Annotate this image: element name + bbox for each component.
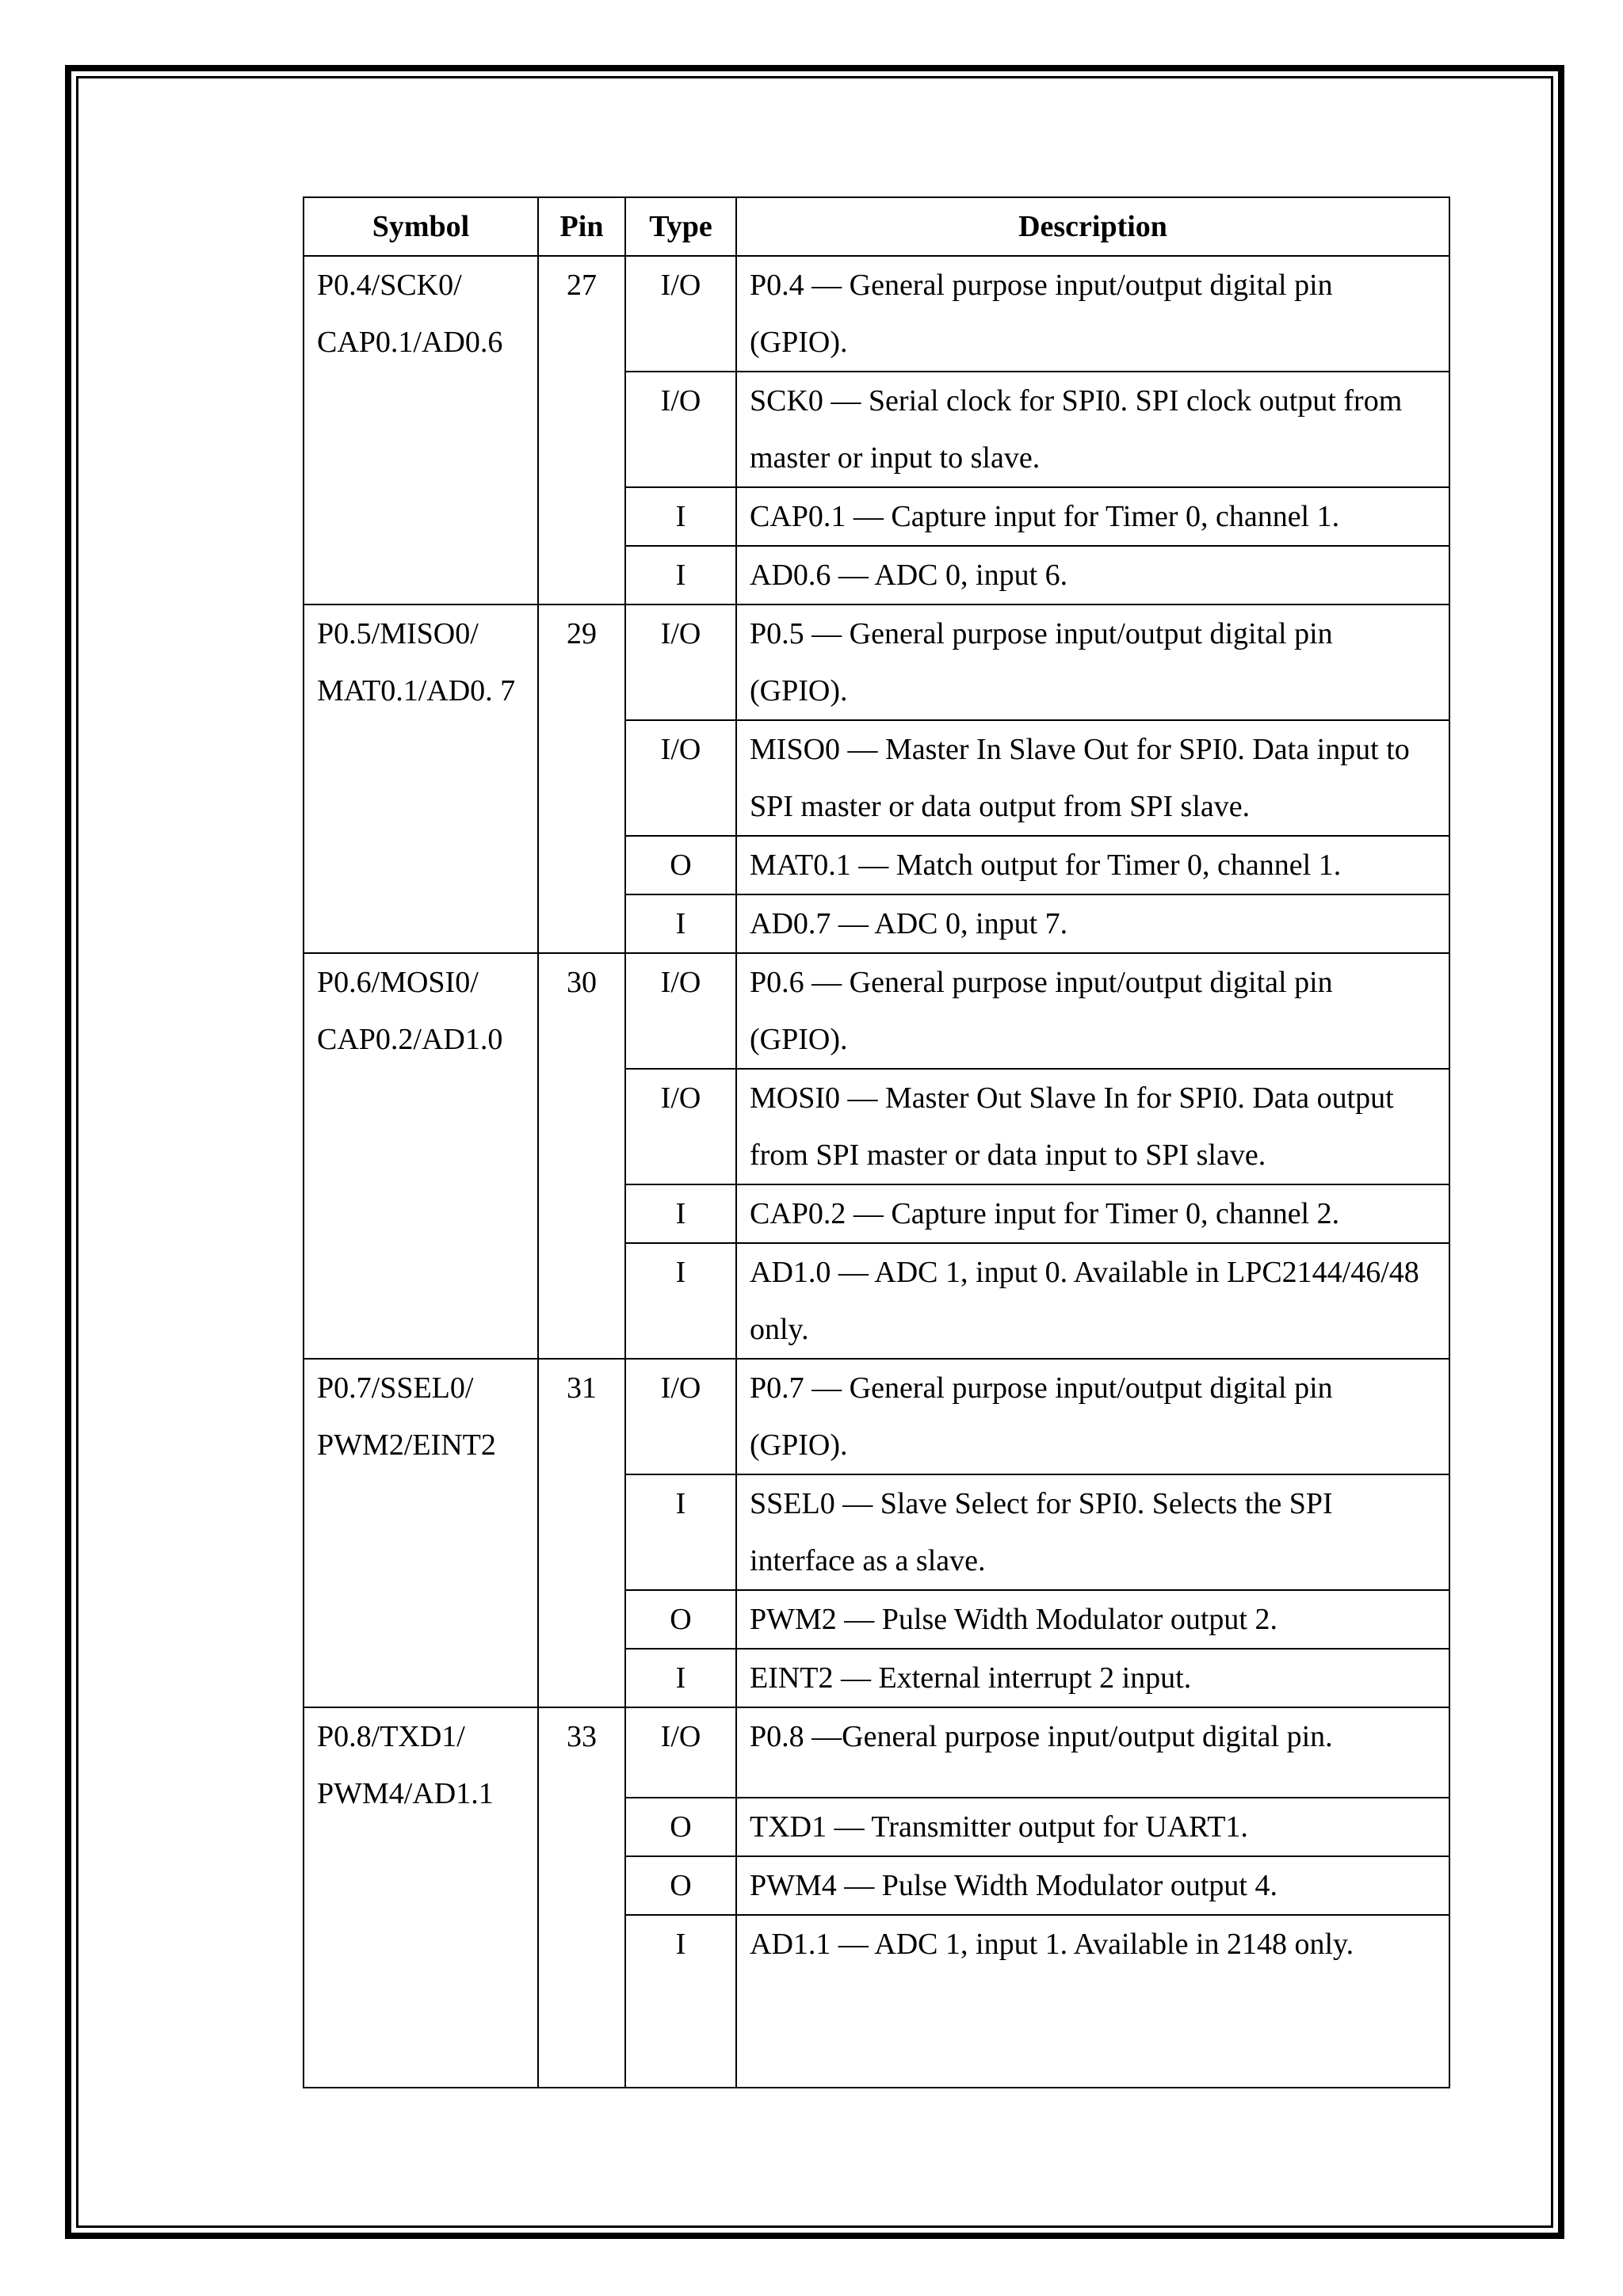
description-cell: P0.5 — General purpose input/output digital pin (GPIO).	[736, 605, 1449, 720]
symbol-cell: P0.5/MISO0/ MAT0.1/AD0. 7	[304, 605, 538, 953]
description-cell: AD0.7 — ADC 0, input 7.	[736, 894, 1449, 953]
type-cell: I/O	[625, 605, 736, 720]
description-cell: CAP0.2 — Capture input for Timer 0, channel 2.	[736, 1184, 1449, 1243]
type-cell: I/O	[625, 1069, 736, 1184]
pin-cell: 29	[538, 605, 625, 953]
pin-cell: 33	[538, 1707, 625, 2088]
header-symbol: Symbol	[304, 197, 538, 256]
description-cell: P0.4 — General purpose input/output digital pin (GPIO).	[736, 256, 1449, 372]
symbol-cell: P0.7/SSEL0/ PWM2/EINT2	[304, 1359, 538, 1707]
table-row	[304, 1359, 1449, 1474]
type-cell: I/O	[625, 720, 736, 836]
pin-description-table	[303, 196, 1450, 2088]
symbol-cell: P0.4/SCK0/ CAP0.1/AD0.6	[304, 256, 538, 605]
description-cell: MOSI0 — Master Out Slave In for SPI0. Data output from SPI master or data input to SPI slave.	[736, 1069, 1449, 1184]
header-pin: Pin	[538, 197, 625, 256]
description-cell: AD0.6 — ADC 0, input 6.	[736, 546, 1449, 605]
type-cell: I/O	[625, 256, 736, 372]
header-type: Type	[625, 197, 736, 256]
table-row	[304, 1707, 1449, 1798]
type-cell: I	[625, 546, 736, 605]
type-cell: I/O	[625, 953, 736, 1069]
type-cell: I	[625, 894, 736, 953]
description-cell: SSEL0 — Slave Select for SPI0. Selects the SPI interface as a slave.	[736, 1474, 1449, 1590]
type-cell: I/O	[625, 372, 736, 487]
table-row	[304, 953, 1449, 1069]
type-cell: O	[625, 1590, 736, 1649]
header-description: Description	[736, 197, 1449, 256]
description-cell: P0.7 — General purpose input/output digital pin (GPIO).	[736, 1359, 1449, 1474]
type-cell: O	[625, 836, 736, 894]
table-header-row	[304, 197, 1449, 256]
symbol-cell: P0.8/TXD1/ PWM4/AD1.1	[304, 1707, 538, 2088]
type-cell: I	[625, 1915, 736, 2088]
description-cell: P0.8 —General purpose input/output digital pin.	[736, 1707, 1449, 1798]
description-cell: EINT2 — External interrupt 2 input.	[736, 1649, 1449, 1707]
type-cell: I	[625, 1649, 736, 1707]
description-cell: PWM4 — Pulse Width Modulator output 4.	[736, 1856, 1449, 1915]
type-cell: I	[625, 1243, 736, 1359]
type-cell: O	[625, 1856, 736, 1915]
pin-cell: 30	[538, 953, 625, 1359]
description-cell: CAP0.1 — Capture input for Timer 0, channel 1.	[736, 487, 1449, 546]
description-cell: P0.6 — General purpose input/output digital pin (GPIO).	[736, 953, 1449, 1069]
type-cell: I	[625, 1474, 736, 1590]
pin-cell: 27	[538, 256, 625, 605]
description-cell: AD1.0 — ADC 1, input 0. Available in LPC2144/46/48 only.	[736, 1243, 1449, 1359]
table-row	[304, 256, 1449, 372]
type-cell: I/O	[625, 1707, 736, 1798]
description-cell: MISO0 — Master In Slave Out for SPI0. Data input to SPI master or data output from SPI slave.	[736, 720, 1449, 836]
description-cell: MAT0.1 — Match output for Timer 0, channel 1.	[736, 836, 1449, 894]
description-cell: AD1.1 — ADC 1, input 1. Available in 2148 only.	[736, 1915, 1449, 2088]
type-cell: I	[625, 487, 736, 546]
type-cell: O	[625, 1798, 736, 1856]
type-cell: I	[625, 1184, 736, 1243]
description-cell: PWM2 — Pulse Width Modulator output 2.	[736, 1590, 1449, 1649]
description-cell: TXD1 — Transmitter output for UART1.	[736, 1798, 1449, 1856]
description-cell: SCK0 — Serial clock for SPI0. SPI clock output from master or input to slave.	[736, 372, 1449, 487]
table-row	[304, 605, 1449, 720]
type-cell: I/O	[625, 1359, 736, 1474]
symbol-cell: P0.6/MOSI0/ CAP0.2/AD1.0	[304, 953, 538, 1359]
pin-cell: 31	[538, 1359, 625, 1707]
